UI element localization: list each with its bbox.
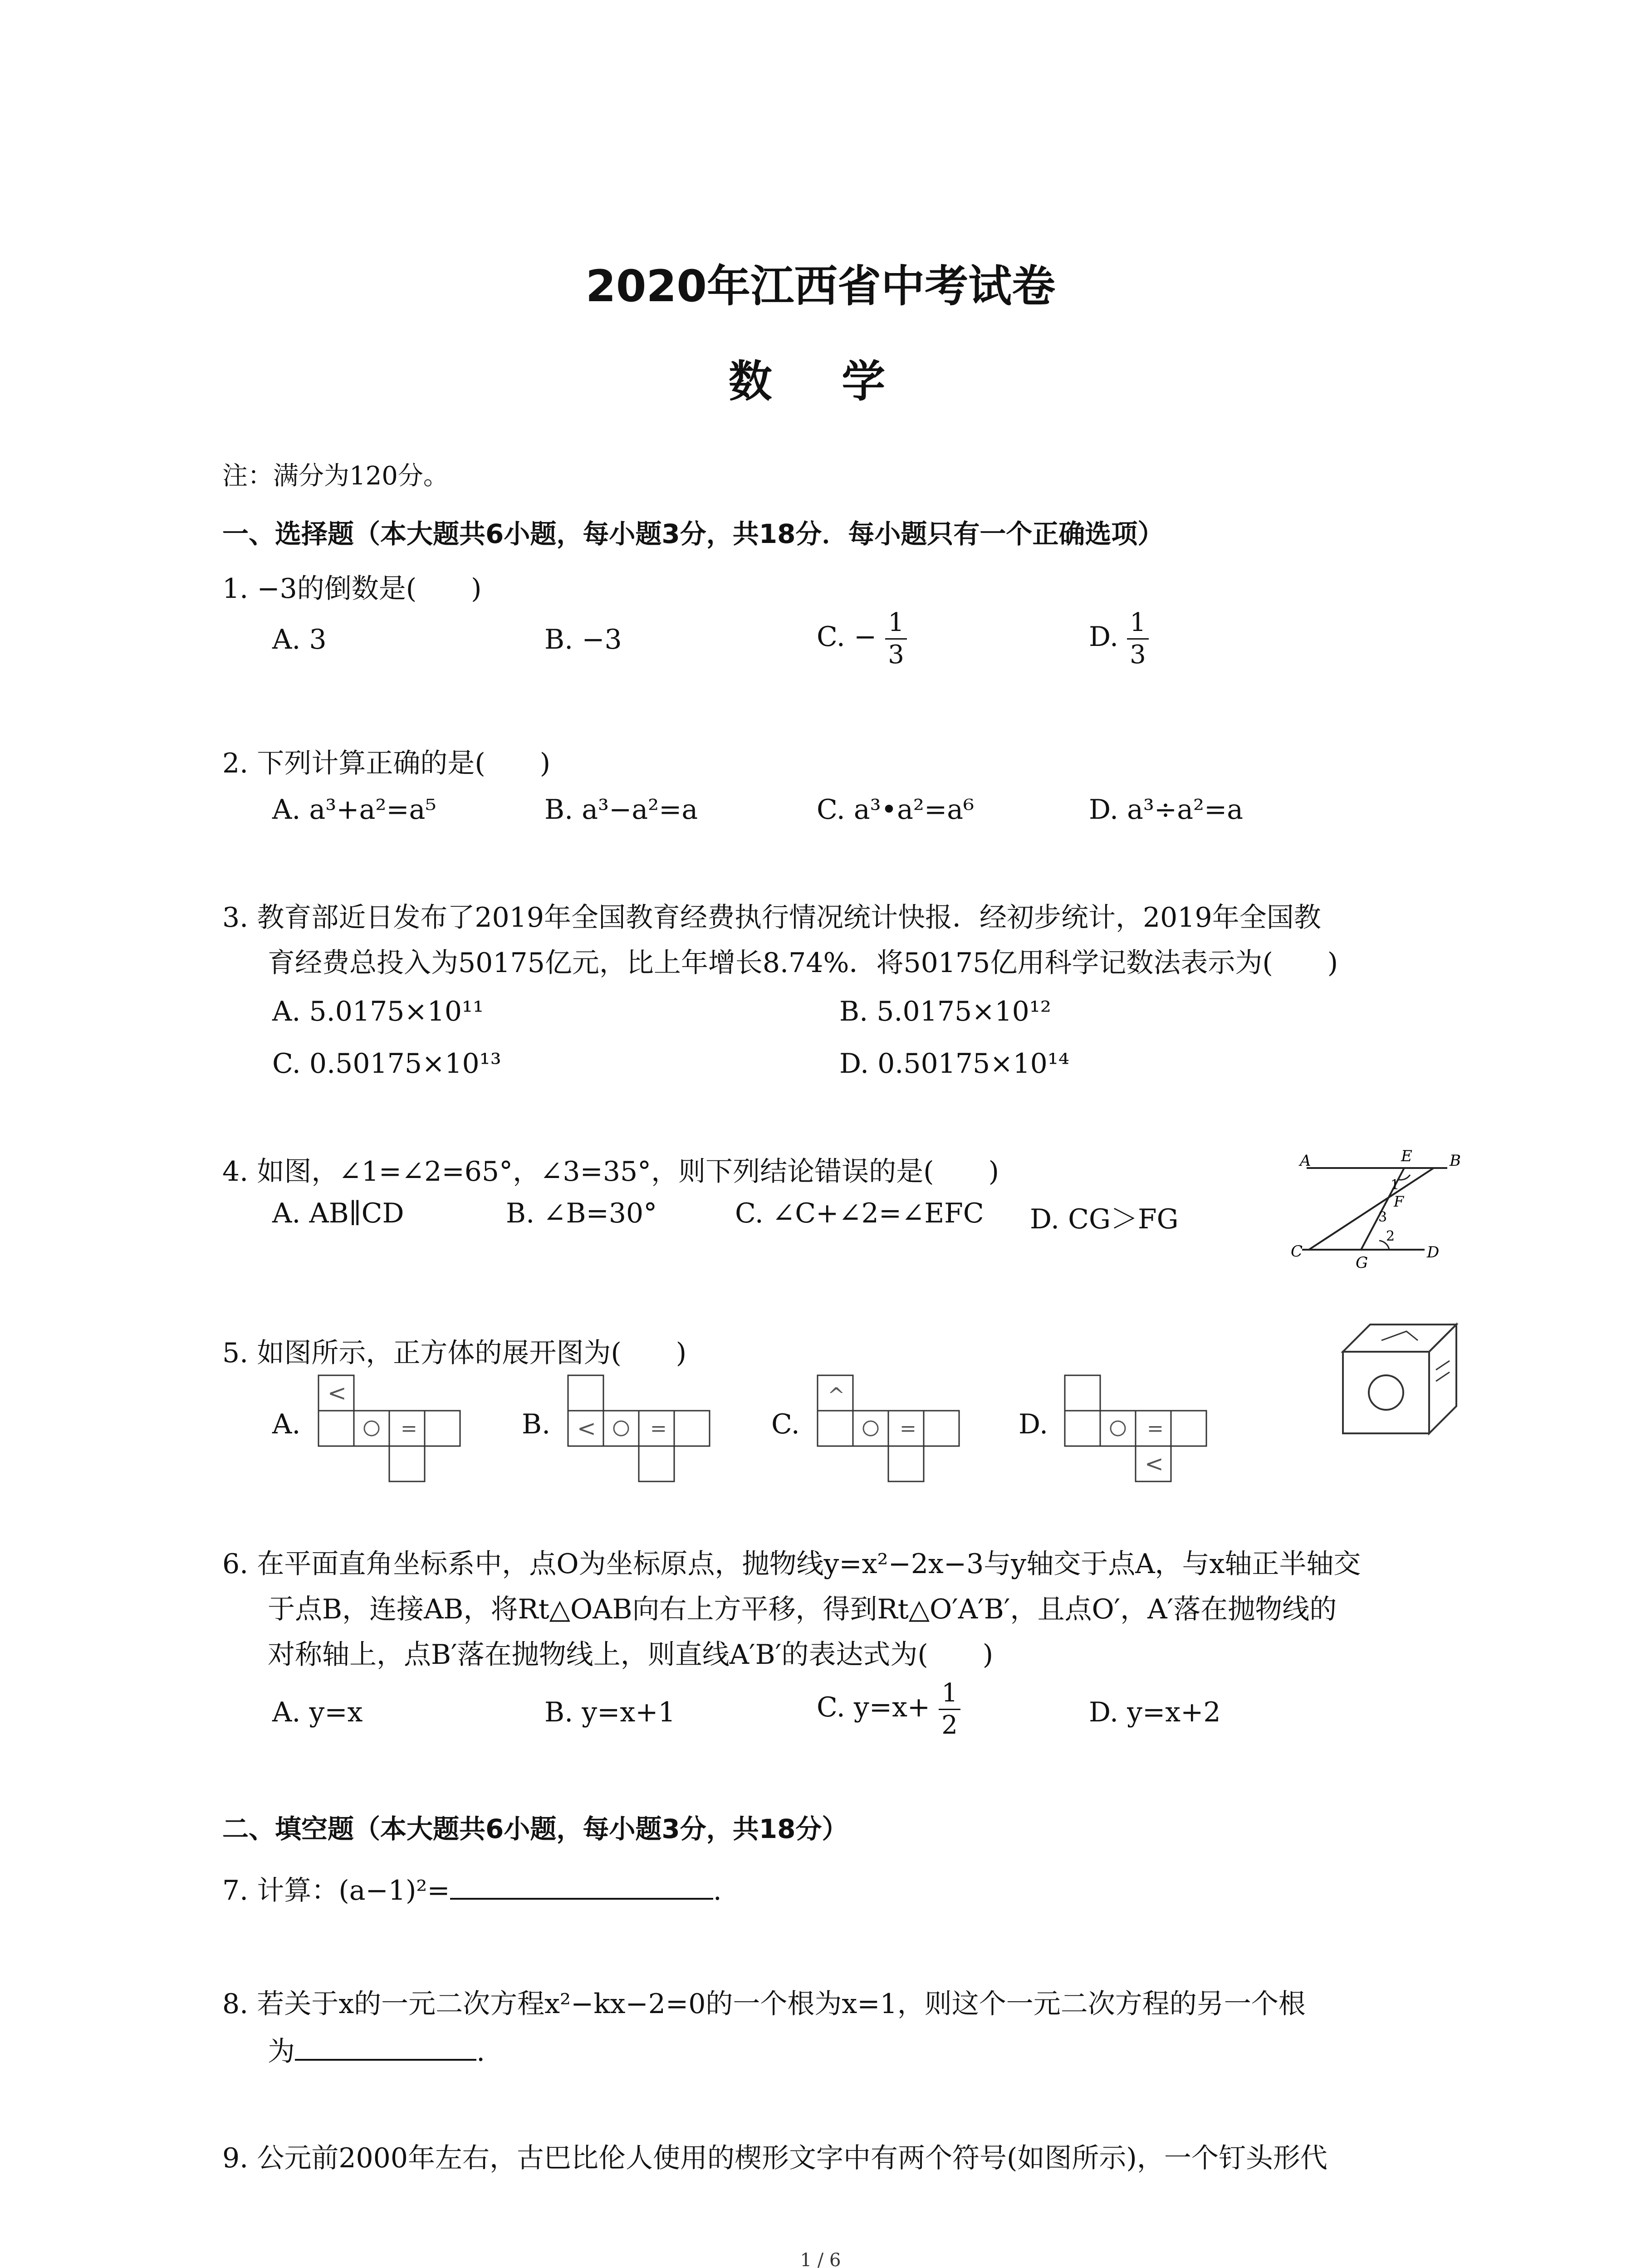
label-3: 3 xyxy=(1378,1209,1387,1225)
q5-option-c-net xyxy=(817,1374,966,1488)
q2-option-c: C. a³•a²=a⁶ xyxy=(817,794,975,826)
q1-option-c xyxy=(817,610,907,668)
q1-option-c-fraction xyxy=(885,610,907,668)
b-equal-symbol: = xyxy=(650,1417,667,1440)
label-1: 1 xyxy=(1391,1177,1400,1193)
q4-option-c: C. ∠C+∠2=∠EFC xyxy=(735,1198,984,1229)
q1-stem: 1. −3的倒数是( ) xyxy=(222,573,482,605)
q6-line-1: 6. 在平面直角坐标系中，点O为坐标原点，抛物线y=x²−2x−3与y轴交于点A，与x轴正半轴交 xyxy=(222,1548,1361,1580)
label-f: F xyxy=(1394,1193,1404,1210)
label-2: 2 xyxy=(1386,1228,1395,1244)
q7-answer-blank[interactable] xyxy=(450,1871,713,1900)
q4-option-d: D. CG＞FG xyxy=(1030,1203,1179,1235)
q6-option-a: A. y=x xyxy=(272,1696,363,1728)
q9-line-1: 9. 公元前2000年左右，古巴比伦人使用的楔形文字中有两个符号(如图所示)，一个钉头形代 xyxy=(222,2142,1327,2174)
q6-c-denominator: 2 xyxy=(941,1711,958,1740)
b-less-symbol: < xyxy=(577,1415,596,1442)
q4-figure xyxy=(1288,1139,1470,1275)
q6-line-3: 对称轴上，点B′落在抛物线上，则直线A′B′的表达式为( ) xyxy=(268,1639,994,1671)
score-note: 注：满分为120分。 xyxy=(222,461,449,491)
page-title: 2020年江西省中考试卷 xyxy=(585,261,1056,312)
q5-option-a-label: A. xyxy=(272,1408,301,1440)
q1-option-d-fraction xyxy=(1127,610,1149,668)
d-equal-symbol: = xyxy=(1147,1417,1164,1440)
page-number: 1 / 6 xyxy=(800,2250,841,2268)
q4-option-b: B. ∠B=30° xyxy=(506,1198,657,1229)
q1-option-c-label: C. − xyxy=(817,621,877,653)
q5-cube-figure xyxy=(1338,1320,1465,1438)
q5-option-c-label: C. xyxy=(771,1408,800,1440)
q1-d-numerator: 1 xyxy=(1127,610,1149,640)
label-d: D xyxy=(1427,1243,1440,1261)
q6-c-numerator: 1 xyxy=(939,1681,960,1710)
q6-option-d: D. y=x+2 xyxy=(1089,1696,1221,1728)
label-e: E xyxy=(1401,1147,1412,1165)
q8-line-2 xyxy=(268,2030,485,2069)
label-g: G xyxy=(1356,1254,1368,1272)
label-a: A xyxy=(1300,1152,1311,1170)
q7-end: . xyxy=(713,1875,722,1906)
section-2-heading: 二、填空题（本大题共6小题，每小题3分，共18分） xyxy=(222,1813,848,1844)
q5-option-d-net xyxy=(1064,1374,1214,1488)
c-equal-symbol: = xyxy=(900,1417,916,1440)
q3-option-c: C. 0.50175×10¹³ xyxy=(272,1048,501,1080)
cube-side-symbol-line-2 xyxy=(1436,1372,1450,1381)
cube-circle-face xyxy=(1369,1375,1403,1410)
q5-option-b-label: B. xyxy=(522,1408,551,1440)
label-c: C xyxy=(1291,1242,1303,1261)
q6-option-c-label: C. y=x+ xyxy=(817,1691,931,1724)
a-equal-symbol: = xyxy=(401,1417,417,1440)
q7-line xyxy=(222,1869,722,1908)
line-bc xyxy=(1309,1168,1434,1250)
q8-answer-blank[interactable] xyxy=(295,2032,476,2061)
q1-c-numerator: 1 xyxy=(885,610,907,640)
q8-line-1: 8. 若关于x的一元二次方程x²−kx−2=0的一个根为x=1，则这个一元二次方程的另一个根 xyxy=(222,1988,1306,2020)
q1-d-denominator: 3 xyxy=(1130,640,1146,670)
q7-stem: 7. 计算：(a−1)²= xyxy=(222,1875,450,1906)
q1-c-denominator: 3 xyxy=(888,640,904,670)
q4-stem: 4. 如图，∠1=∠2=65°，∠3=35°，则下列结论错误的是( ) xyxy=(222,1156,999,1188)
q6-option-b: B. y=x+1 xyxy=(544,1696,676,1728)
q1-option-a: A. 3 xyxy=(272,624,327,655)
d-less-symbol: < xyxy=(1145,1451,1164,1477)
q2-stem: 2. 下列计算正确的是( ) xyxy=(222,748,551,779)
cube-side-symbol-line-1 xyxy=(1436,1361,1450,1370)
q3-option-a: A. 5.0175×10¹¹ xyxy=(272,996,484,1027)
q3-option-b: B. 5.0175×10¹² xyxy=(839,996,1051,1027)
q5-option-d-label: D. xyxy=(1019,1408,1048,1440)
section-1-heading: 一、选择题（本大题共6小题，每小题3分，共18分．每小题只有一个正确选项） xyxy=(222,518,1164,549)
a-less-symbol: < xyxy=(328,1380,347,1406)
q6-option-c-fraction xyxy=(939,1678,960,1740)
q1-option-d xyxy=(1089,610,1149,668)
q6-line-2: 于点B，连接AB，将Rt△OAB向右上方平移，得到Rt△O′A′B′，且点O′，A′落在抛物线的 xyxy=(268,1593,1337,1625)
q4-option-a: A. AB∥CD xyxy=(272,1198,404,1229)
q1-option-d-label: D. xyxy=(1089,621,1119,653)
q3-line-2: 育经费总投入为50175亿元，比上年增长8.74%．将50175亿用科学记数法表示为( ) xyxy=(268,947,1338,979)
label-b: B xyxy=(1450,1152,1461,1170)
cube-top-symbol xyxy=(1381,1331,1418,1340)
subject-title: 数 学 xyxy=(728,356,913,407)
q5-option-b-net xyxy=(567,1374,717,1488)
q3-line-1: 3. 教育部近日发布了2019年全国教育经费执行情况统计快报．经初步统计，2019年全国教 xyxy=(222,902,1321,934)
q2-option-b: B. a³−a²=a xyxy=(544,794,698,826)
q6-option-c xyxy=(817,1678,960,1740)
q5-option-a-net xyxy=(318,1374,467,1488)
q8-end: . xyxy=(476,2036,485,2068)
q5-stem: 5. 如图所示，正方体的展开图为( ) xyxy=(222,1337,687,1369)
q2-option-d: D. a³÷a²=a xyxy=(1089,794,1244,826)
q2-option-a: A. a³+a²=a⁵ xyxy=(272,794,436,826)
q3-option-d: D. 0.50175×10¹⁴ xyxy=(839,1048,1069,1080)
c-hat-symbol: ^ xyxy=(828,1383,845,1408)
q1-option-b: B. −3 xyxy=(544,624,622,655)
q8-line-2-text: 为 xyxy=(268,2036,295,2068)
